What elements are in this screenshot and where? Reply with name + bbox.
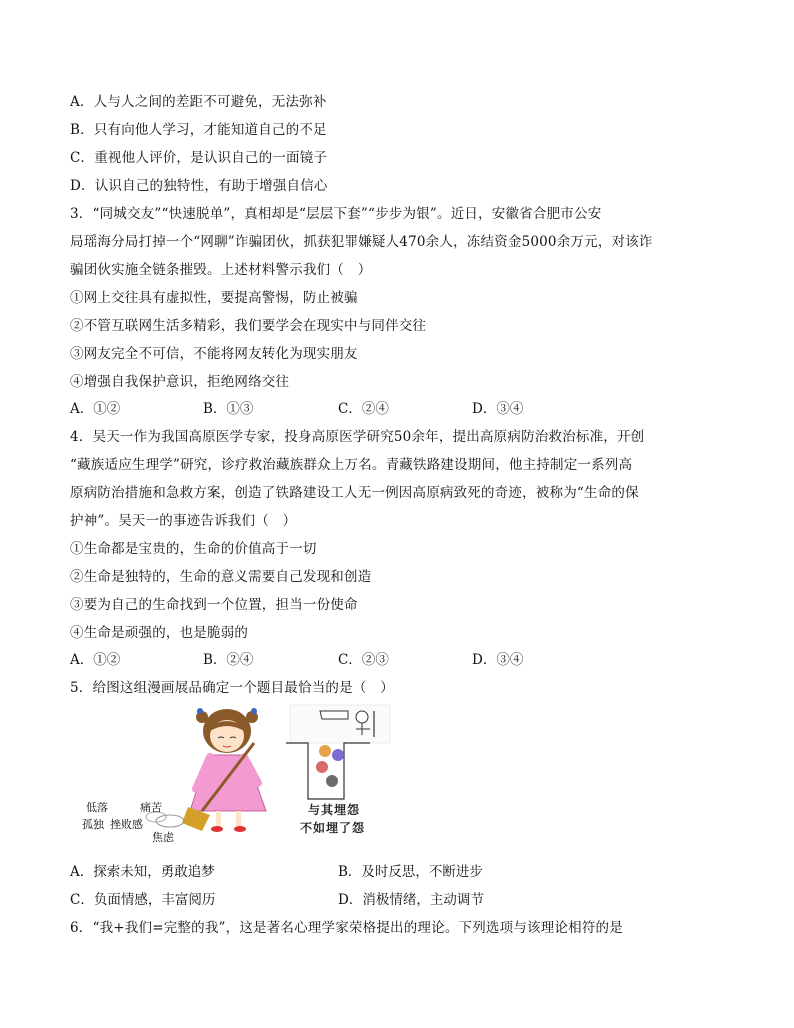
q3-stem-line2: 局瑶海分局打掉一个“网聊”诈骗团伙，抓获犯罪嫌疑人470余人，冻结资金5000余万元，对该诈 <box>70 234 653 250</box>
cartoon-illustration <box>70 703 410 843</box>
q6-stem-line1: 6．“我+我们=完整的我”，这是著名心理学家荣格提出的理论。下列选项与该理论相符的是 <box>70 920 623 936</box>
cartoon-slogan-line2: 不如埋了怨 <box>300 821 366 835</box>
cartoon-slogan-line1: 与其埋怨 <box>308 803 361 817</box>
q4-statement-2: ②生命是独特的，生命的意义需要自己发现和创造 <box>70 569 372 585</box>
q4-option: C．②③ <box>338 652 389 668</box>
q2-option-b: B．只有向他人学习，才能知道自己的不足 <box>70 122 327 138</box>
q3-option: C．②④ <box>338 401 389 417</box>
trash-bin-drawing <box>286 705 390 799</box>
q3-stem-line1: 3．“同城交友”“快速脱单”，真相却是“层层下套”“步步为银”。近日，安徽省合肥市公安 <box>70 206 602 222</box>
q5-option: B．及时反思，不断进步 <box>338 864 483 880</box>
q5-stem-line1: 5．给图这组漫画展品确定一个题目最恰当的是（ ） <box>70 680 394 696</box>
q4-stem-line3: 原病防治措施和急救方案，创造了铁路建设工人无一例因高原病致死的奇迹，被称为“生命的保 <box>70 485 639 501</box>
cartoon-word-frustration: 挫败感 <box>110 818 143 831</box>
q5-option: C．负面情感，丰富阅历 <box>70 892 216 908</box>
q4-statement-4: ④生命是顽强的，也是脆弱的 <box>70 625 249 641</box>
q5-option: D．消极情绪，主动调节 <box>338 892 484 908</box>
q3-statement-4: ④增强自我保护意识，拒绝网络交往 <box>70 374 290 390</box>
q4-option: D．③④ <box>472 652 524 668</box>
q4-stem-line4: 护神”。吴天一的事迹告诉我们（ ） <box>70 513 297 529</box>
q4-stem-line1: 4．吴天一作为我国高原医学专家，投身高原医学研究50余年，提出高原病防治救治标准，开创 <box>70 429 645 445</box>
q2-option-d: D．认识自己的独特性，有助于增强自信心 <box>70 178 328 194</box>
girl-sweeping-figure <box>146 708 266 832</box>
cartoon-word-lonely: 孤独 <box>82 818 104 831</box>
q4-stem-line2: “藏族适应生理学”研究，诊疗救治藏族群众上万名。青藏铁路建设期间，他主持制定一系列高 <box>70 457 633 473</box>
q4-statement-1: ①生命都是宝贵的，生命的价值高于一切 <box>70 541 317 557</box>
q2-option-a: A．人与人之间的差距不可避免，无法弥补 <box>70 94 327 110</box>
q4-option: A．①② <box>70 652 121 668</box>
q5-option: A．探索未知，勇敢追梦 <box>70 864 215 880</box>
q3-statement-1: ①网上交往具有虚拟性，要提高警惕，防止被骗 <box>70 290 358 306</box>
q4-option: B．②④ <box>203 652 254 668</box>
q3-stem-line3: 骗团伙实施全链条摧毁。上述材料警示我们（ ） <box>70 262 372 278</box>
q3-option: B．①③ <box>203 401 254 417</box>
q3-statement-2: ②不管互联网生活多精彩，我们要学会在现实中与同伴交往 <box>70 318 427 334</box>
cartoon-word-pain: 痛苦 <box>140 801 162 814</box>
cartoon-word-anxiety: 焦虑 <box>152 831 174 844</box>
q3-statement-3: ③网友完全不可信，不能将网友转化为现实朋友 <box>70 346 358 362</box>
q3-option: D．③④ <box>472 401 524 417</box>
q4-statement-3: ③要为自己的生命找到一个位置，担当一份使命 <box>70 597 358 613</box>
q2-option-c: C．重视他人评价，是认识自己的一面镜子 <box>70 150 328 166</box>
cartoon-word-low: 低落 <box>86 801 108 814</box>
q3-option: A．①② <box>70 401 121 417</box>
